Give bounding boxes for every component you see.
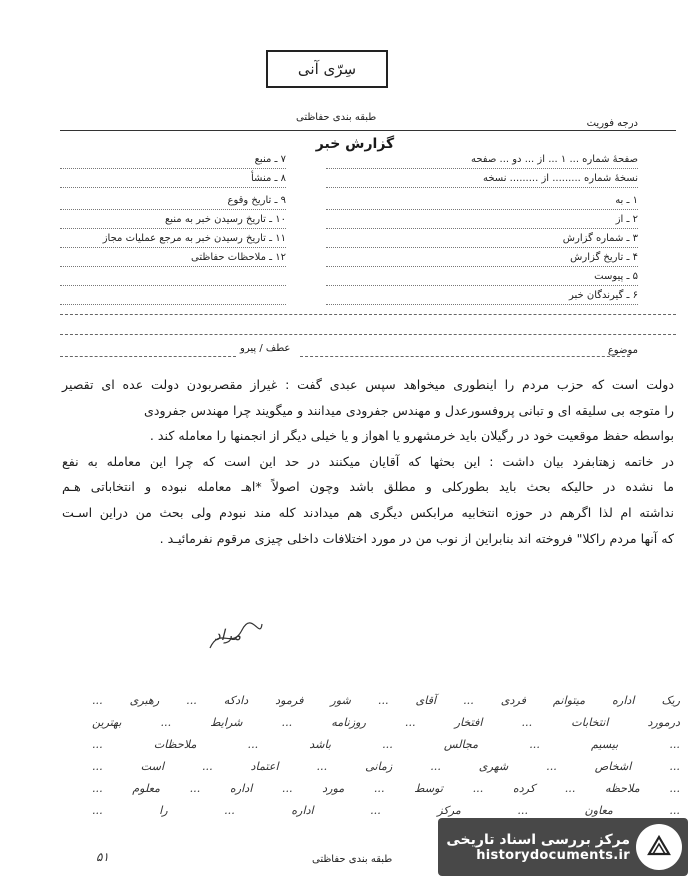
watermark-fa: مرکز بررسی اسناد تاریخی — [446, 831, 630, 848]
handwritten-line: ... ملاحظه ... کرده ... توسط ... مورد ... اداره ... معلوم ... — [92, 782, 680, 795]
report-body — [62, 372, 674, 551]
field-source: ۷ ـ منبع — [60, 153, 286, 169]
subject-line — [300, 356, 630, 357]
field-blank-2 — [60, 289, 286, 305]
body-line: را متوجه بی سلیقه ای و تبانی پروفسورعدل و مهندس جفرودی میدانند و میگویند چرا مهندس جفرودی — [144, 402, 674, 418]
body-line: ما نشده در حالیکه بحث باید بطورکلی و مطلق باشد وچون اصولاً *اهـ معامله نبوده و انتخاباتی هـم — [62, 479, 674, 495]
body-line: نداشته ام لذا اگرهم در حوزه انتخابیه مرابکس دیگری هم میدادند کله مند نبودم ولی بحث من دراین اسـت — [62, 504, 674, 520]
body-line: در خاتمه زهتابفرد بیان داشت : این بحثها که آقایان میکنند در حد این است که چرا این معامله به نفع — [62, 453, 674, 469]
field-report-date: ۴ ـ تاریخ گزارش — [326, 251, 638, 267]
priority-label: درجه فوریت — [586, 118, 638, 129]
reference-line — [60, 356, 236, 357]
archive-logo-icon — [636, 824, 682, 870]
field-blank-1 — [60, 270, 286, 286]
watermark-en: historydocuments.ir — [476, 847, 630, 863]
handwritten-line: ... معاون ... مرکز ... اداره ... را ... — [92, 804, 680, 817]
handwritten-line: ... بیسیم ... مجالس ... باشد ... ملاحظات ... — [92, 738, 680, 751]
field-event-date: ۹ ـ تاریخ وقوع — [60, 194, 286, 210]
watermark — [438, 818, 688, 876]
body-line: بواسطه حفظ موقعیت خود در رگیلان باید خرمشهرو یا اهواز و یا خیلی دیگر از انجمنها را معامله کند . — [149, 428, 674, 444]
field-origin: ۸ ـ منشأ — [60, 172, 286, 188]
form-separator-1 — [60, 314, 676, 315]
footer-classification-label: طبقه بندی حفاظتی — [312, 854, 393, 865]
signature: مراد — [214, 626, 242, 644]
header-rule — [60, 130, 676, 131]
field-authority-receipt-date: ۱۱ ـ تاریخ رسیدن خبر به مرجع عملیات مجاز — [60, 232, 286, 248]
form-title: گزارش خبر — [315, 136, 395, 152]
field-from: ۲ ـ از — [326, 213, 638, 229]
field-copy-number: نسخهٔ شماره ......... از ......... نسخه — [326, 172, 638, 188]
field-report-number: ۳ ـ شماره گزارش — [326, 232, 638, 248]
field-source-receipt-date: ۱۰ ـ تاریخ رسیدن خبر به منبع — [60, 213, 286, 229]
handwritten-line: درمورد انتخابات ... افتخار ... روزنامه ... شرایط ... بهترین — [92, 716, 680, 729]
form-separator-2 — [60, 334, 676, 335]
handwritten-line: ... اشخاص ... شهری ... زمانی ... اعتماد ... است ... — [92, 760, 680, 773]
subject-label: موضوع — [607, 345, 638, 356]
field-attachment: ۵ ـ پیوست — [326, 270, 638, 286]
field-page-number: صفحهٔ شماره ... ۱ ... از ... دو ... صفحه — [326, 153, 638, 169]
field-recipients: ۶ ـ گیرندگان خبر — [326, 289, 638, 305]
field-to: ۱ ـ به — [326, 194, 638, 210]
body-line: دولت است که حزب مردم را اینطوری میخواهد سپس عبدی گفت : غیراز مقصربودن دولت عده ای تقصیر — [62, 377, 674, 392]
reference-label: عطف / پیرو — [240, 343, 291, 354]
footer-number: ۵۱ — [96, 850, 109, 864]
signature-scribble — [206, 620, 266, 654]
classification-stamp: سِرّی آنی — [266, 50, 388, 88]
handwritten-line: ریک اداره میتوانم فردی ... آقای ... شور فرمود دادکه ... رهبری ... — [92, 694, 680, 707]
classification-label: طبقه بندی حفاظتی — [296, 112, 377, 123]
handwritten-notes — [92, 690, 680, 822]
field-security-notes: ۱۲ ـ ملاحظات حفاظتی — [60, 251, 286, 267]
body-line: که آنها مردم راکلا" فروخته اند بنابراین از نوب من در مورد اختلافات داخلی چیزی مرقوم نفرمائیـد . — [159, 530, 674, 546]
